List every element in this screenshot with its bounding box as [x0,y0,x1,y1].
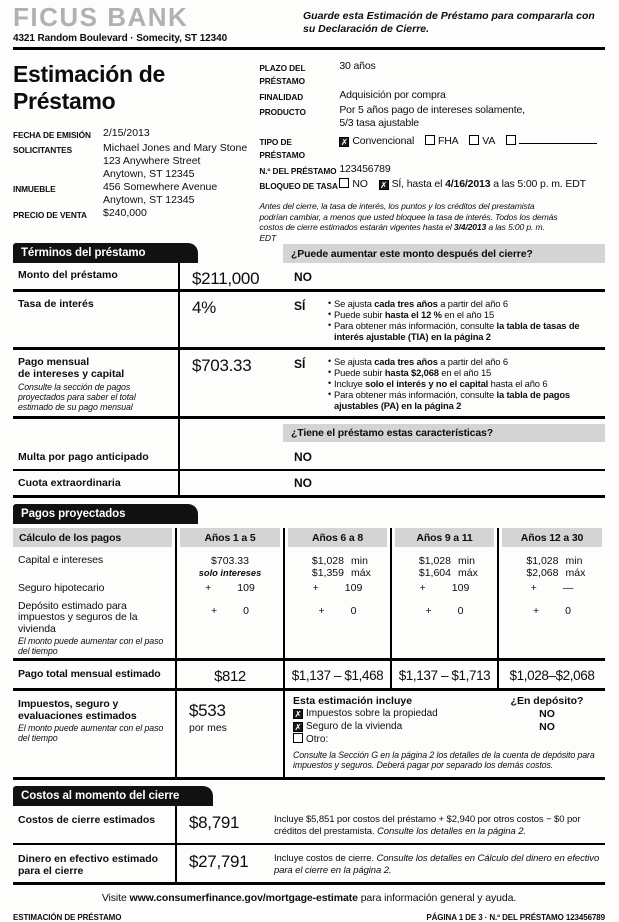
monthly-payment-label: Pago mensual de intereses y capital Consulte la sección de pagos proyectados para saber el total estimado de su pago mensual [13,350,178,416]
includes-item-property-taxes: ✗ Impuestos sobre la propiedad NO [293,708,605,721]
checkbox-unchecked-icon [339,178,349,188]
loan-terms-header [13,243,605,263]
footer-page-info: PÁGINA 1 DE 3 · N.º DEL PRÉSTAMO 123456789 [426,913,605,922]
purpose-row [259,89,605,104]
empty-cell [13,419,178,445]
checkbox-unchecked-icon [425,135,435,145]
closing-costs-tab: Costos al momento del cierre [13,786,213,806]
calc-header-cell: Cálculo de los pagos [13,528,175,547]
loan-terms-table [13,263,605,498]
total-payment-label: Pago total mensual estimado [18,668,161,680]
checkbox-checked-icon: ✗ [294,709,302,719]
features-question-header: ¿Tiene el préstamo estas características? [283,424,605,442]
issue-date-row [13,127,259,142]
loan-amount-row [13,263,605,289]
projected-payments-table [13,528,605,780]
checkbox-checked-icon: ✗ [380,180,388,190]
loan-number-row [259,163,605,178]
checkbox-checked-icon: ✗ [294,721,302,732]
loan-type-option-other [506,135,597,147]
includes-item-homeowners-insurance: ✗ Seguro de la vivienda NO [293,721,605,734]
taxes-period: por mes [189,722,227,734]
closing-costs-label: Costos de cierre estimados [18,814,156,826]
escrow-value [499,733,595,747]
monthly-payment-row [13,347,605,416]
bank-block [13,4,227,44]
escrow-deposit-sublabel: El monto puede aumentar con el paso del tiempo [18,636,164,656]
applicants-value: Michael Jones and Mary Stone 123 Anywhere Street Anytown, ST 12345 [103,142,248,180]
page-title: Estimación de Préstamo [13,61,166,114]
monthly-payment-notes [328,350,605,416]
sale-price-row [13,207,259,222]
issue-date-value: 2/15/2013 [103,127,150,139]
interest-rate-notes [328,292,605,347]
pi-years-6-8: $1,028 min $1,359 máx [283,547,390,579]
bank-address: 4321 Random Boulevard · Somecity, ST 12340 [13,33,228,44]
note-bullet: • Se ajusta cada tres años a partir del año 6 [328,298,603,309]
empty-cell [178,445,283,469]
ed-years-1-5: + 0 [175,597,283,659]
blank-line [519,134,597,144]
prepayment-penalty-row [13,445,605,469]
monthly-payment-answer: SÍ [294,357,306,371]
cash-to-close-value: $27,791 [175,845,270,882]
ed-years-6-8: + 0 [283,597,390,659]
includes-item-other: Otro: [293,733,605,747]
taxes-detail-cell [283,691,605,777]
loan-term-label: PLAZO DEL PRÉSTAMO [259,63,306,86]
features-header-row [13,416,605,445]
empty-cell [178,471,283,495]
total-years-1-5: $812 [175,661,283,688]
principal-interest-label: Capital e intereses [18,554,104,566]
document-header [13,0,605,44]
applicants-label: SOLICITANTES [13,145,73,155]
rate-lock-row [259,178,605,193]
visit-line: Visite www.consumerfinance.gov/mortgage-estimate para información general y ayuda. [101,892,517,904]
increase-question-header: ¿Puede aumentar este monto después del cierre? [283,244,605,263]
interest-rate-row [13,289,605,347]
estimated-cash-to-close-row [13,843,605,882]
taxes-amount-cell [175,691,283,777]
note-bullet: • Se ajusta cada tres años a partir del año 6 [328,356,603,367]
total-years-9-11: $1,137 – $1,713 [390,661,497,688]
prepayment-penalty-label: Multa por pago anticipado [18,451,149,463]
rate-lock-options [339,178,605,193]
loan-amount-value: $211,000 [178,263,283,289]
note-bullet: • Para obtener más información, consulte la tabla de tasas de interés ajustable (TIA) en la página 2 [328,320,603,342]
save-note: Guarde esta Estimación de Préstamo para compararla con su Declaración de Cierre. [303,10,595,35]
checkbox-checked-icon: ✗ [340,137,348,147]
loan-amount-answer: NO [294,270,312,284]
total-years-6-8: $1,137 – $1,468 [283,661,390,688]
loan-detail-info [259,55,605,243]
cash-to-close-label: Dinero en efectivo estimado para el cierre [18,853,159,877]
estimated-closing-costs-row [13,806,605,843]
monthly-payment-sublabel: Consulte la sección de pagos proyectados para saber el total estimado de su pago mensual [18,382,136,412]
escrow-deposit-label: Depósito estimado para impuestos y seguros de la vivienda El monto puede aumentar con el paso del tiempo [13,597,175,659]
years-1-5-header: Años 1 a 5 [175,528,283,547]
ed-years-9-11: + 0 [390,597,497,659]
mi-years-6-8: + 109 [283,579,390,597]
loan-number-value: 123456789 [339,162,391,175]
estimate-includes-header: Esta estimación incluye ¿En depósito? [293,695,605,708]
years-12-30-header: Años 12 a 30 [497,528,605,547]
years-9-11-header: Años 9 a 11 [390,528,497,547]
rate-disclaimer: Antes del cierre, la tasa de interés, los puntos y los créditos del prestamista podrían cambiar, a menos que usted bloquee la tasa de interés. Todos los demás costos de cierre estimados estarán vigentes hasta el 3/4/2013 a las 5:00 p. m. EDT [259,201,558,243]
escrow-deposit-row [13,597,605,659]
note-bullet: • Incluye solo el interés y no el capital hasta el año 6 [328,378,603,389]
property-row [13,181,259,207]
taxes-amount: $533 [189,701,226,720]
empty-cell [178,419,283,445]
interest-rate-answer: SÍ [294,299,306,313]
loan-type-option-conventional: ✗ Convencional [340,135,415,147]
payments-column-headers [13,528,605,547]
product-row [259,104,605,130]
balloon-payment-label: Cuota extraordinaria [18,477,121,489]
taxes-insurance-label: Impuestos, seguro y evaluaciones estimados El monto puede aumentar con el paso del tiempo [13,691,175,777]
purpose-label: FINALIDAD [259,91,304,102]
checkbox-unchecked-icon [506,135,516,145]
cash-to-close-desc: Incluye costos de cierre. Consulte los detalles en Cálculo del dinero en efectivo para el cierre en la página 2. [274,853,600,876]
bank-name: FICUS BANK [13,2,189,32]
loan-type-option-va: VA [469,135,495,147]
mi-years-1-5: + 109 [175,579,283,597]
taxes-insurance-row [13,691,605,780]
principal-interest-row [13,547,605,579]
product-label: PRODUCTO [259,107,306,117]
page-footer [13,913,605,922]
loan-number-label: N.º DEL PRÉSTAMO [259,165,337,176]
prepayment-penalty-answer: NO [294,450,312,464]
loan-amount-notes [328,263,605,289]
years-6-8-header: Años 6 a 8 [283,528,390,547]
pi-years-12-30: $1,028 min $2,068 máx [497,547,605,579]
balloon-payment-row [13,469,605,495]
closing-costs-header [13,786,605,806]
loan-terms-tab: Términos del préstamo [13,243,198,263]
in-escrow-header: ¿En depósito? [510,695,584,707]
projected-payments-header [13,504,605,524]
rate-lock-no: NO [339,178,367,190]
mi-years-9-11: + 109 [390,579,497,597]
issue-date-label: FECHA DE EMISIÓN [13,130,91,140]
note-bullet: • Puede subir hasta el 12 % en el año 15 [328,309,603,320]
loan-term-row [259,60,605,88]
mortgage-insurance-row [13,579,605,597]
projected-payments-tab: Pagos proyectados [13,504,198,524]
total-payment-row [13,658,605,691]
total-years-12-30: $1,028–$2,068 [497,661,605,688]
property-value: 456 Somewhere Avenue Anytown, ST 12345 [103,181,218,206]
loan-term-value: 30 años [339,60,376,72]
interest-rate-value: 4% [178,292,283,347]
closing-costs-desc: Incluye $5,851 por costos del préstamo + $2,940 por otros costos − $0 por créditos del prestamista. Consulte los detalles en la página 2. [274,814,581,837]
escrow-note: Consulte la Sección G en la página 2 los detalles de la cuenta de depósito para impuestos y seguros. Deberá pagar por separado los demás costos. [293,749,595,770]
rate-lock-label: BLOQUEO DE TASA [259,181,338,191]
applicant-info [13,55,259,243]
balloon-payment-answer: NO [294,476,312,490]
ed-years-12-30: + 0 [497,597,605,659]
closing-costs-table [13,806,605,885]
sale-price-label: PRECIO DE VENTA [13,210,87,220]
product-value: Por 5 años pago de intereses solamente, 5/3 tasa ajustable [339,104,525,129]
loan-summary [13,55,605,243]
loan-amount-label: Monto del préstamo [18,269,118,281]
sale-price-value: $240,000 [103,207,147,219]
closing-costs-value: $8,791 [175,806,270,843]
note-bullet: • Puede subir hasta $2,068 en el año 15 [328,367,603,378]
pi-years-1-5: $703.33 solo intereses [175,547,283,579]
header-divider [13,47,605,50]
property-label: INMUEBLE [13,184,56,194]
checkbox-unchecked-icon [293,733,303,743]
pi-years-9-11: $1,028 min $1,604 máx [390,547,497,579]
rate-lock-yes: ✗ SÍ, hasta el 4/16/2013 a las 5:00 p. m. EDT [380,178,586,190]
note-bullet: • Para obtener más información, consulte la tabla de pagos ajustables (PA) en la página 2 [328,389,603,411]
loan-type-row [259,134,605,162]
escrow-value: NO [539,708,555,720]
footer-doc-name: ESTIMACIÓN DE PRÉSTAMO [13,913,122,922]
checkbox-unchecked-icon [469,135,479,145]
loan-type-option-fha: FHA [425,135,459,147]
applicants-row [13,142,259,181]
taxes-insurance-sublabel: El monto puede aumentar con el paso del tiempo [18,723,164,743]
mi-years-12-30: + — [497,579,605,597]
loan-type-label: TIPO DE PRÉSTAMO [259,137,305,160]
interest-rate-label: Tasa de interés [18,298,94,310]
mortgage-insurance-label: Seguro hipotecario [18,582,105,594]
loan-type-options [339,134,605,162]
purpose-value: Adquisición por compra [339,88,446,101]
monthly-payment-value: $703.33 [178,350,283,416]
escrow-value: NO [539,720,555,733]
